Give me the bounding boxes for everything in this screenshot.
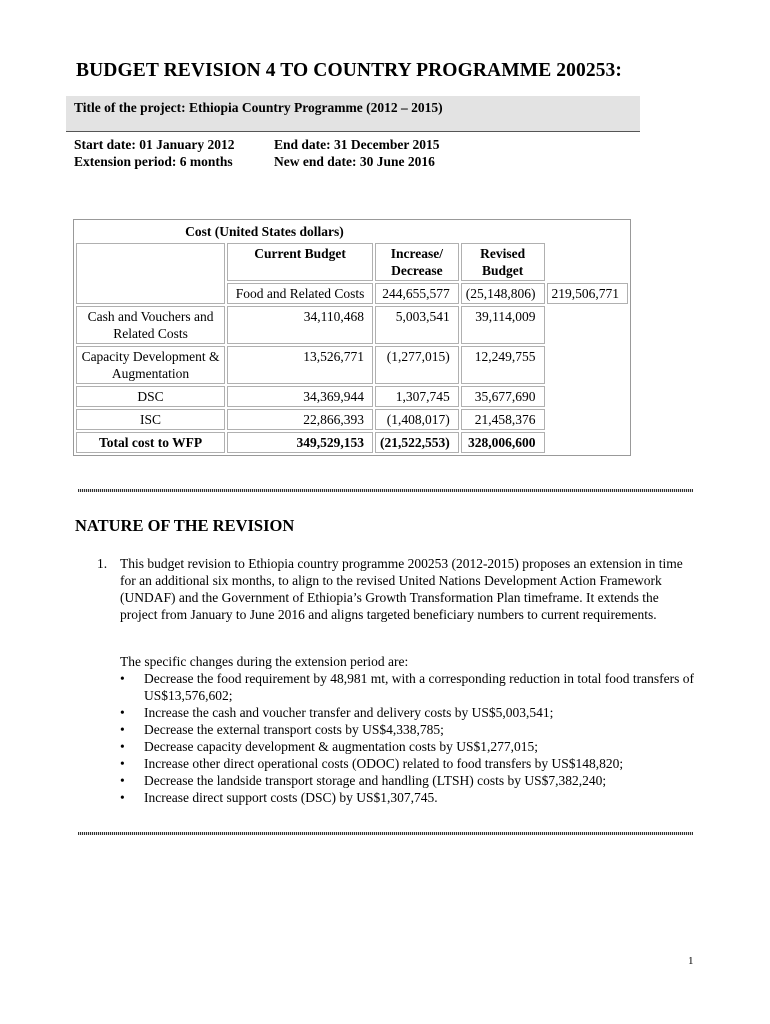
total-revised-budget: 328,006,600 xyxy=(461,432,545,453)
bullet-icon: • xyxy=(120,671,125,686)
table-row xyxy=(76,386,628,407)
header-current-budget: Current Budget xyxy=(227,243,373,281)
row-label: Cash and Vouchers and Related Costs xyxy=(76,306,225,344)
revised-budget-cell: 219,506,771 xyxy=(547,283,629,304)
change-cell: 1,307,745 xyxy=(375,386,459,407)
bullet-icon: • xyxy=(120,705,125,720)
start-date: Start date: 01 January 2012 xyxy=(74,137,235,152)
current-budget-cell: 244,655,577 xyxy=(375,283,459,304)
row-label: Food and Related Costs xyxy=(227,283,373,304)
header-increase-decrease: Increase/ Decrease xyxy=(375,243,459,281)
table-row xyxy=(76,409,628,430)
total-row xyxy=(76,432,628,453)
new-end-date: New end date: 30 June 2016 xyxy=(274,154,435,169)
table-row xyxy=(76,306,628,344)
current-budget-cell: 34,110,468 xyxy=(227,306,373,344)
total-change: (21,522,553) xyxy=(375,432,459,453)
current-budget-cell: 13,526,771 xyxy=(227,346,373,384)
list-item: • Decrease the landside transport storage and handling (LTSH) costs by US$7,382,240; xyxy=(120,773,607,788)
change-cell: (25,148,806) xyxy=(461,283,545,304)
section-divider xyxy=(78,832,693,835)
list-item: • Increase direct support costs (DSC) by US$1,307,745. xyxy=(120,790,438,805)
extension-period: Extension period: 6 months xyxy=(74,154,233,169)
revised-budget-cell: 39,114,009 xyxy=(461,306,545,344)
bullet-icon: • xyxy=(120,739,125,754)
project-dates xyxy=(74,136,439,170)
end-date: End date: 31 December 2015 xyxy=(274,137,440,152)
list-item: • Increase the cash and voucher transfer and delivery costs by US$5,003,541; xyxy=(120,705,554,720)
total-current-budget: 349,529,153 xyxy=(227,432,373,453)
cost-table-header-row xyxy=(76,243,628,281)
list-item: • Decrease the food requirement by 48,981 mt, with a corresponding reduction in total food transfers of US$13,576,602; xyxy=(120,671,694,703)
project-title-bar xyxy=(66,96,640,132)
bullet-icon: • xyxy=(120,756,125,771)
bullet-icon: • xyxy=(120,790,125,805)
header-revised-budget: Revised Budget xyxy=(461,243,545,281)
total-label: Total cost to WFP xyxy=(76,432,225,453)
list-item: • Decrease capacity development & augmentation costs by US$1,277,015; xyxy=(120,739,539,754)
document-title: BUDGET REVISION 4 TO COUNTRY PROGRAMME 200253: xyxy=(76,60,622,81)
revised-budget-cell: 21,458,376 xyxy=(461,409,545,430)
cost-table-caption-row xyxy=(76,222,628,241)
project-title: Title of the project: Ethiopia Country Programme (2012 – 2015) xyxy=(74,100,443,115)
list-item: • Decrease the external transport costs by US$4,338,785; xyxy=(120,722,444,737)
section-heading: NATURE OF THE REVISION xyxy=(75,516,295,535)
row-label: ISC xyxy=(76,409,225,430)
changes-intro: The specific changes during the extension period are: xyxy=(120,654,409,669)
current-budget-cell: 34,369,944 xyxy=(227,386,373,407)
change-cell: 5,003,541 xyxy=(375,306,459,344)
bullet-icon: • xyxy=(120,773,125,788)
revision-paragraph xyxy=(97,555,697,623)
table-row xyxy=(76,346,628,384)
change-cell: (1,277,015) xyxy=(375,346,459,384)
paragraph-number: 1. xyxy=(97,556,108,571)
current-budget-cell: 22,866,393 xyxy=(227,409,373,430)
list-item: • Increase other direct operational costs (ODOC) related to food transfers by US$148,820; xyxy=(120,756,624,771)
bullet-icon: • xyxy=(120,722,125,737)
cost-table-caption: Cost (United States dollars) xyxy=(185,224,344,239)
revised-budget-cell: 12,249,755 xyxy=(461,346,545,384)
cost-table xyxy=(73,219,631,456)
row-label: Capacity Development & Augmentation xyxy=(76,346,225,384)
row-label: DSC xyxy=(76,386,225,407)
page-number: 1 xyxy=(688,955,694,967)
paragraph-text: This budget revision to Ethiopia country programme 200253 (2012-2015) proposes an extension in time for an additional six months, to align to the revised United Nations Development Action Framework (UNDAF) and the Government of Ethiopia’s Growth Transformation Plan timeframe. It extends the project from January to June 2016 and aligns targeted beneficiary numbers to current requirements. xyxy=(120,556,683,622)
revised-budget-cell: 35,677,690 xyxy=(461,386,545,407)
changes-block xyxy=(120,653,710,806)
section-divider xyxy=(78,489,693,492)
changes-list xyxy=(120,670,710,806)
change-cell: (1,408,017) xyxy=(375,409,459,430)
